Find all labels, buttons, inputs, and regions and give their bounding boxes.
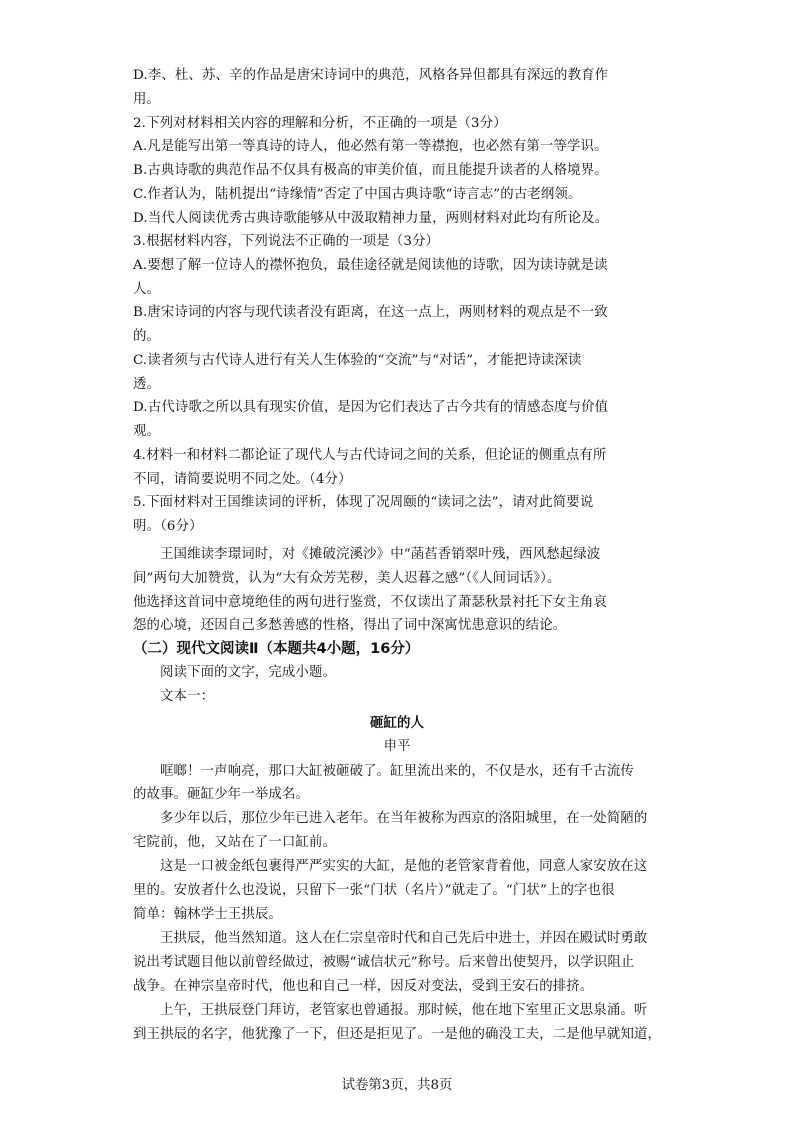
story-p4-line2: 说出考试题目他以前曾经做过，被赐“诚信状元”称号。后来曾出使契丹，以学识阻止: [133, 955, 635, 970]
q5-material-line1: 王国维读李璟词时，对《摊破浣溪沙》中“菡萏香销翠叶残，西风愁起绿波: [160, 547, 601, 562]
q2-option-b: B.古典诗歌的典范作品不仅具有极高的审美价值，而且能提升读者的人格境界。: [133, 163, 608, 178]
q5-line1: 5.下面材料对王国维读词的评析，体现了况周颐的“读词之法”，请对此简要说: [133, 495, 594, 510]
q3-option-c-line1: C.读者须与古代诗人进行有关人生体验的“交流”与“对话”，才能把诗读深读: [133, 353, 582, 368]
q2-option-c: C.作者认为，陆机提出“诗缘情”否定了中国古典诗歌“诗言志”的古老纲领。: [133, 187, 582, 202]
q3-option-b-line2: 的。: [133, 329, 161, 344]
story-p2-line1: 多少年以后，那位少年已进入老年。在当年被称为西京的洛阳城里，在一处简陋的: [160, 811, 648, 826]
q2-option-a: A.凡是能写出第一等真诗的诗人，他必然有第一等襟抱，也必然有第一等学识。: [133, 139, 608, 154]
story-p1-line2: 的故事。砸缸少年一举成名。: [133, 787, 310, 802]
q4-line2: 不同，请简要说明不同之处。（4分）: [133, 472, 352, 487]
q3-option-a-line1: A.要想了解一位诗人的襟怀抱负，最佳途径就是阅读他的诗歌，因为读诗就是读: [133, 258, 608, 273]
text-label: 文本一：: [160, 689, 215, 704]
q1-option-d-line2: 用。: [133, 92, 161, 107]
q5-material-line4: 怨的心境，还因自己多愁善感的性格，得出了词中深寓忧患意识的结论。: [133, 618, 567, 633]
q3-option-d-line1: D.古代诗歌之所以具有现实价值，是因为它们表达了古今共有的情感态度与价值: [133, 400, 609, 415]
q1-option-d-line1: D.李、杜、苏、辛的作品是唐宋诗词中的典范，风格各异但都具有深远的教育作: [133, 68, 609, 83]
story-title: 砸缸的人: [370, 715, 424, 731]
story-p3-line2: 里的。安放者什么也没说，只留下一张“门状（名片）”就走了。“门状”上的字也很: [133, 883, 615, 898]
q3-option-a-line2: 人。: [133, 282, 161, 297]
story-p4-line1: 王拱辰，他当然知道。这人在仁宗皇帝时代和自己先后中进士，并因在殿试时勇敢: [160, 931, 648, 946]
q3-option-c-line2: 透。: [133, 377, 161, 392]
q2-stem: 2.下列对材料相关内容的理解和分析，不正确的一项是（3分）: [133, 116, 507, 131]
story-p1-line1: 哐啷！一声响亮，那口大缸被砸破了。缸里流出来的，不仅是水，还有千古流传: [160, 764, 634, 779]
story-p5-line2: 到王拱辰的名字，他犹豫了一下，但还是拒见了。一是他的确没工夫，二是他早就知道，: [133, 1027, 662, 1042]
q4-line1: 4.材料一和材料二都论证了现代人与古代诗词之间的关系，但论证的侧重点有所: [133, 448, 607, 463]
q2-option-d: D.当代人阅读优秀古典诗歌能够从中汲取精神力量，两则材料对此均有所论及。: [133, 211, 609, 226]
page-footer: 试卷第3页，共8页: [341, 1078, 453, 1093]
story-p3-line3: 简单：翰林学士王拱辰。: [133, 907, 282, 922]
section-heading: （二）现代文阅读Ⅱ（本题共4小题，16分）: [133, 641, 420, 657]
q5-material-line3: 他选择这首词中意境绝佳的两句进行鉴赏，不仅读出了萧瑟秋景衬托下女主角哀: [133, 595, 607, 610]
q3-option-d-line2: 观。: [133, 424, 161, 439]
story-p4-line3: 战争。在神宗皇帝时代，他也和自己一样，因反对变法，受到王安石的排挤。: [133, 979, 594, 994]
story-p3-line1: 这是一口被金纸包裹得严严实实的大缸，是他的老管家背着他，同意人家安放在这: [160, 859, 648, 874]
story-p5-line1: 上午，王拱辰登门拜访，老管家也曾通报。那时候，他在地下室里正文思泉涌。听: [160, 1003, 648, 1018]
q3-option-b-line1: B.唐宋诗词的内容与现代读者没有距离，在这一点上，两则材料的观点是不一致: [133, 305, 608, 320]
section-instruction: 阅读下面的文字，完成小题。: [160, 665, 337, 680]
story-p2-line2: 宅院前，他，又站在了一口缸前。: [133, 835, 337, 850]
q5-line2: 明。（6分）: [133, 519, 203, 534]
q3-stem: 3.根据材料内容，下列说法不正确的一项是（3分）: [133, 234, 440, 249]
story-author: 申平: [383, 739, 411, 754]
q5-material-line2: 间”两句大加赞赏，认为“大有众芳芜秽，美人迟暮之感”（《人间词话》）。: [133, 571, 561, 586]
